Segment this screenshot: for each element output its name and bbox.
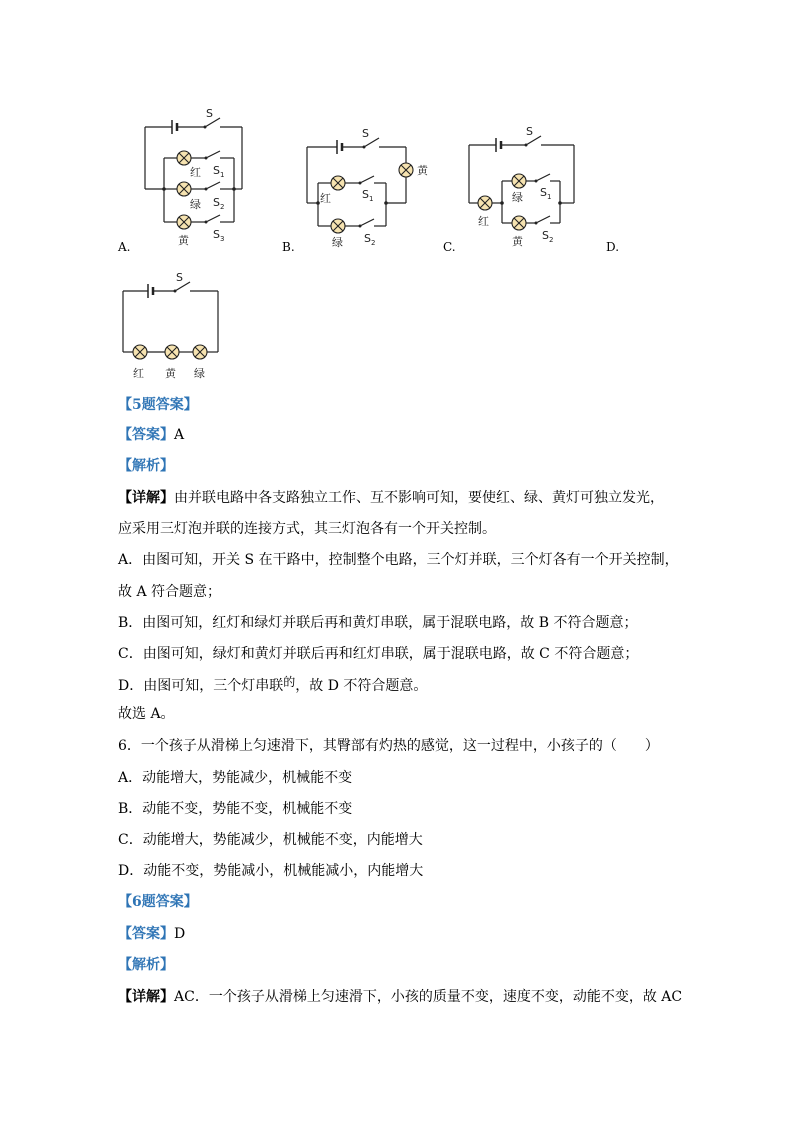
q6-answer-header: 【6题答案】: [118, 894, 198, 910]
circuit-a: [140, 106, 250, 246]
label-s: S: [206, 107, 213, 120]
svg-text:S: S: [362, 188, 369, 201]
q5-conclusion: 故选 A。: [118, 706, 175, 722]
circuit-b: [302, 126, 437, 248]
circuit-d: [118, 270, 228, 382]
svg-text:红: 红: [320, 192, 331, 205]
svg-text:S: S: [362, 127, 369, 140]
option-b-label: B.: [282, 240, 295, 254]
q5-answer: 【答案】A: [118, 427, 185, 443]
svg-text:1: 1: [369, 195, 374, 203]
q5-analysis-header: 【解析】: [118, 458, 174, 474]
q6-question: 6．一个孩子从滑梯上匀速滑下，其臀部有灼热的感觉，这一过程中，小孩子的（ ）: [118, 738, 659, 754]
svg-text:2: 2: [220, 203, 225, 211]
q5-line-c: C．由图可知，绿灯和黄灯并联后再和红灯串联，属于混联电路，故 C 不符合题意；: [118, 646, 639, 662]
svg-text:绿: 绿: [512, 191, 523, 204]
q6-answer: 【答案】D: [118, 926, 186, 942]
label-red: 红: [190, 166, 201, 179]
svg-text:黄: 黄: [165, 367, 176, 380]
svg-text:黄: 黄: [512, 235, 523, 248]
q5-line-d: D．由图可知，三个灯串联的，故 D 不符合题意。: [118, 675, 428, 694]
svg-text:1: 1: [547, 193, 552, 201]
q6-analysis-header: 【解析】: [118, 957, 174, 973]
svg-text:2: 2: [549, 236, 554, 244]
svg-text:S: S: [213, 164, 220, 177]
svg-text:绿: 绿: [194, 367, 205, 380]
svg-text:红: 红: [478, 215, 489, 228]
q6-option-b: B．动能不变，势能不变，机械能不变: [118, 801, 353, 817]
q5-answer-header: 【5题答案】: [118, 397, 198, 413]
svg-text:S: S: [526, 126, 533, 138]
svg-text:红: 红: [133, 367, 144, 380]
svg-text:2: 2: [371, 239, 376, 247]
option-c-label: C.: [443, 240, 456, 254]
q5-detail-line1: 【详解】由并联电路中各支路独立工作、互不影响可知，要使红、绿、黄灯可独立发光，: [118, 490, 664, 506]
svg-text:绿: 绿: [332, 236, 343, 248]
q6-detail-line1: 【详解】AC．一个孩子从滑梯上匀速滑下，小孩的质量不变，速度不变，动能不变，故 AC: [118, 989, 683, 1005]
circuit-c: [464, 126, 579, 248]
q5-line-b: B．由图可知，红灯和绿灯并联后再和黄灯串联，属于混联电路，故 B 不符合题意；: [118, 615, 638, 631]
svg-text:S: S: [213, 228, 220, 241]
svg-text:S: S: [213, 196, 220, 209]
svg-text:1: 1: [220, 171, 225, 179]
option-a-label: A.: [118, 240, 131, 254]
label-green: 绿: [190, 198, 201, 211]
svg-text:S: S: [176, 271, 183, 284]
q6-option-d: D．动能不变，势能减小，机械能减小，内能增大: [118, 863, 424, 879]
svg-text:3: 3: [220, 235, 225, 243]
label-yellow: 黄: [178, 234, 189, 246]
svg-text:黄: 黄: [417, 164, 428, 177]
svg-text:S: S: [540, 186, 547, 199]
option-d-label: D.: [606, 240, 620, 254]
svg-text:S: S: [542, 229, 549, 242]
q5-detail-line2: 应采用三灯泡并联的连接方式，其三灯泡各有一个开关控制。: [118, 521, 496, 537]
q6-option-a: A．动能增大，势能减少，机械能不变: [118, 770, 353, 786]
svg-text:S: S: [364, 232, 371, 245]
q6-option-c: C．动能增大，势能减少，机械能不变，内能增大: [118, 832, 423, 848]
q5-line-a2: 故 A 符合题意；: [118, 584, 222, 600]
q5-line-a1: A．由图可知，开关 S 在干路中，控制整个电路，三个灯并联，三个灯各有一个开关控制，: [118, 552, 679, 568]
